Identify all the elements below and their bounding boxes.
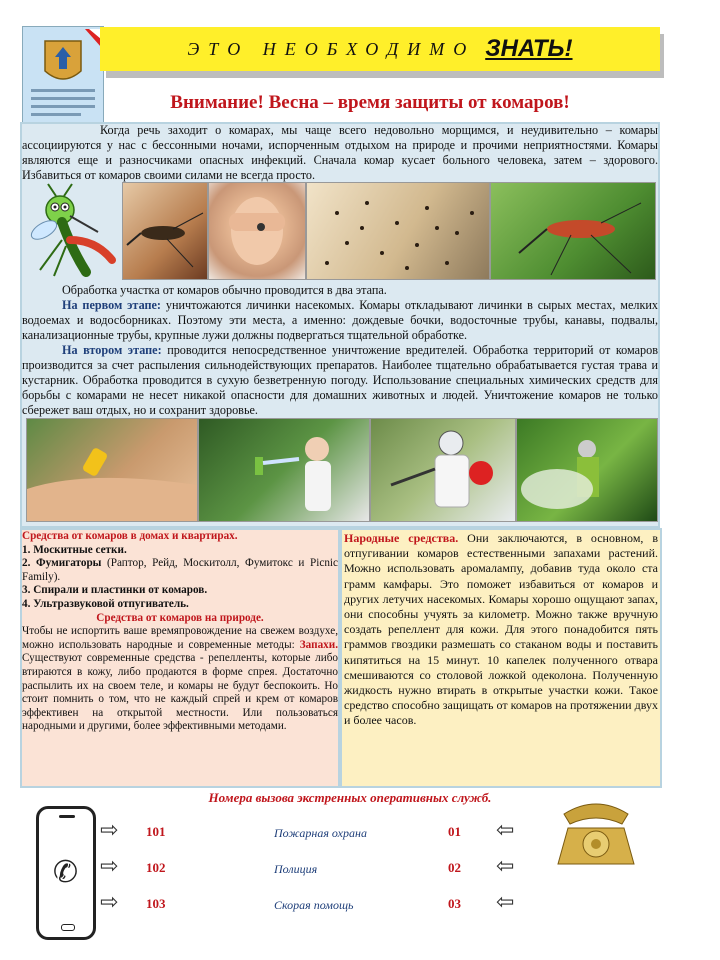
landline-number: 03	[448, 896, 461, 911]
arrow-left-icon: ⇦	[496, 818, 515, 843]
stage-two-text: проводится непосредственное уничтожение вредителей. Обработка территорий от комаров производится за счет распыления сильнодействующих препаратов. Наиболее тщательно обрабатывается густая трава и кустарник. Обработка проводится в сухую безветренную погоду. Использование специальных химических средств для борьбы с комарами не несет никакой опасности для домашних животных и людей. Уничтожение комаров не только сбережет ваш отдых, но и сохранит здоровье.	[22, 343, 658, 417]
folk-remedies-text	[344, 531, 658, 729]
arrow-right-icon: ⇨	[100, 854, 119, 879]
stage-two-label: На втором этапе:	[62, 343, 162, 357]
woman-covering-face-photo	[208, 182, 306, 280]
pest-control-worker-photo	[370, 418, 516, 522]
remedy-item: 2. Фумигаторы (Раптор, Рейд, Москитолл, Фумитокс и Picnic Family).	[22, 557, 338, 583]
home-remedies-text	[22, 530, 338, 734]
remedy-item: 3. Спирали и пластинки от комаров.	[22, 584, 208, 597]
mosquito-cartoon-illustration	[26, 180, 122, 280]
arrow-left-icon: ⇦	[496, 854, 515, 879]
mobile-number: 103	[146, 896, 166, 911]
banner	[100, 27, 660, 71]
arrow-left-icon: ⇦	[496, 890, 515, 915]
nature-remedies-title: Средства от комаров на природе.	[96, 611, 264, 624]
treatment-intro: Обработка участка от комаров обычно проводится в два этапа.	[62, 283, 387, 297]
stage-two-paragraph	[22, 343, 658, 418]
applying-repellent-photo	[26, 418, 198, 522]
page-title: Внимание! Весна – время защиты от комаров!	[170, 92, 570, 113]
arrow-right-icon: ⇨	[100, 890, 119, 915]
mobile-phone-icon	[36, 806, 96, 940]
spraying-repellent-photo	[198, 418, 370, 522]
stage-one-text: уничтожаются личинки насекомых. Комары откладывают личинки в сырых местах, мелких водоемах и водосборниках. Поэтому эти места, а именно: дождевые бочки, водосточные трубы, канавы, подвалы, канализационные трубы, крупные лужи должны подвергаться тщательной обработке.	[22, 298, 658, 342]
mobile-number: 102	[146, 860, 166, 875]
arrow-right-icon: ⇨	[100, 818, 119, 843]
landline-number: 02	[448, 860, 461, 875]
home-remedies-title: Средства от комаров в домах и квартирах.	[22, 530, 238, 542]
biting-mosquito-photo	[490, 182, 656, 280]
remedy-item: 1. Москитные сетки.	[22, 543, 127, 556]
banner-emphasis: ЗНАТЬ!	[485, 35, 573, 62]
service-name: Скорая помощь	[274, 898, 354, 912]
emergency-title: Номера вызова экстренных оперативных служб.	[208, 790, 492, 805]
service-name: Полиция	[274, 862, 318, 876]
stage-one-paragraph	[22, 298, 658, 343]
intro-paragraph: Когда речь заходит о комарах, мы чаще всего недовольно морщимся, и неудивительно – комары ассоциируются у нас с бессонными ночами, испорченным отдыхом на природе и прочими неприятностями. Комары являются еще и разносчиками опасных инфекций. Сначала комар кусает больного человека, затем – здорового. Избавиться от комаров своими силами не всегда просто.	[22, 123, 658, 182]
landline-number: 01	[448, 824, 461, 839]
mosquito-photo	[122, 182, 208, 280]
fogging-treatment-photo	[516, 418, 658, 522]
banner-lead: ЭТО НЕОБХОДИМО	[187, 38, 476, 59]
mobile-number: 101	[146, 824, 166, 839]
organization-emblem	[22, 26, 104, 132]
stage-one-label: На первом этапе:	[62, 298, 161, 312]
folk-remedies-title: Народные средства.	[344, 531, 459, 545]
handset-icon: ✆	[53, 855, 79, 890]
landline-telephone-icon	[546, 794, 646, 870]
folk-remedies-body: Они заключаются, в основном, в отпугивании комаров естественными запахами растений. Можно использовать аромалампу, добавив туда около ста грамм камфары. Это поможет избавиться от комаров и других летучих насекомых. Комары хорошо ощущают запах, они способны учуять за километр. Можно также вручную создать репеллент для кожи. Для этого понадобится пять граммов гвоздики размешать со стаканом воды и поставить кипятиться на 15 минут. 10 капелек полученного отвара смешиваются со столовой ложкой одеколона. Полученную жидкость нужно втирать в открытые участки кожи. Такое средство способно защищать от комаров на протяжении двух и более часов.	[344, 531, 659, 728]
mosquito-swarm-photo	[306, 182, 490, 280]
remedy-item: 4. Ультразвуковой отпугиватель.	[22, 597, 189, 610]
service-name: Пожарная охрана	[274, 826, 367, 840]
nature-remedies-text: Чтобы не испортить ваше времяпровождение на свежем воздухе, можно использовать народные и современные методы: Запахи. Существуют современные средства - репелленты, которые либо втираются в кожу, либо продаются в форме спрея. Достаточно распылить их на своем теле, и комары не будут беспокоить. Но стоит помнить о том, что не каждый спрей и крем от комаров эффективен на открытой местности. Или пользоваться народными и другими, более эффективными методами.	[22, 625, 338, 733]
